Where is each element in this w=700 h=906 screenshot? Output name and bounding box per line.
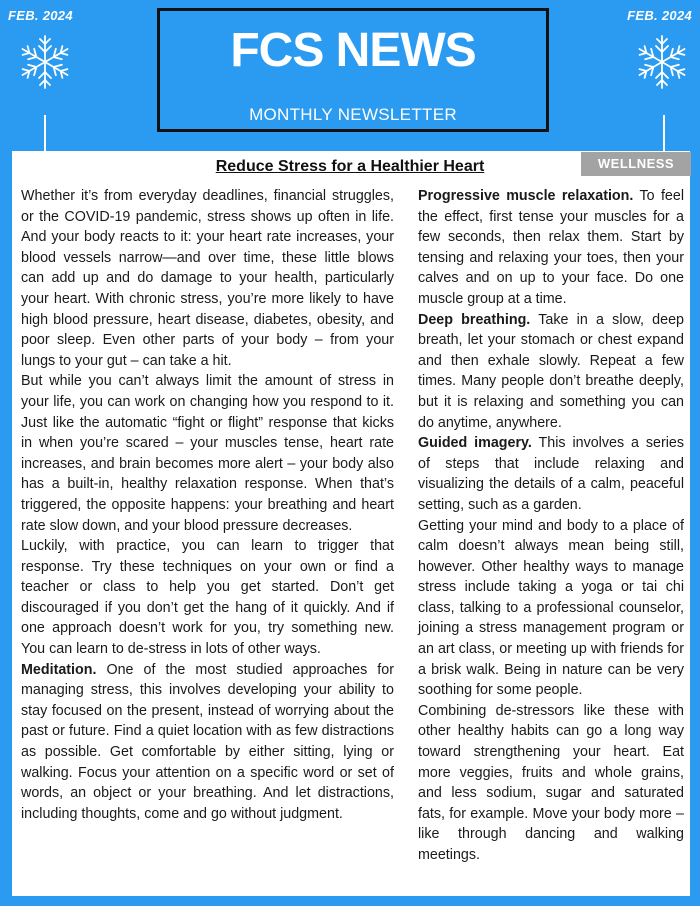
paragraph: Getting your mind and body to a place of calm doesn’t always mean being still, however. Other healthy ways to manage stress include taking a yoga or tai chi class, talking to a professional counselor, joining a stress management program or an art class, or meeting up with friends for a brisk walk. Being in nature can be very soothing for some people. xyxy=(418,517,684,699)
ornament-string xyxy=(44,115,46,153)
masthead xyxy=(157,8,549,132)
technique-text: To feel the effect, first tense your muscles for a few seconds, then relax them. Start by tensing and relaxing your toes, then your calves and on up to your face. Do one muscle group at a time. xyxy=(418,188,684,307)
technique-text: One of the most studied approaches for managing stress, this involves developing your ability to stay focused on the present, instead of worrying about the past or future. Find a quiet location with as few distractions as possible. Get comfortable by either sitting, lying or walking. Focus your attention on a specific word or set of words, an object or your breathing. And let distractions, including thoughts, come and go without judgment. xyxy=(21,661,394,822)
newsletter-title: FCS NEWS xyxy=(230,24,476,77)
snowflake-icon xyxy=(15,32,75,92)
paragraph: But while you can’t always limit the amount of stress in your life, you can work on changing how you respond to it. Just like the automatic “fight or flight” response that kicks in when you’re scared – your muscles tense, heart rate increases, and brain becomes more alert – your body also has a built-in, healthy relaxation response. When that’s triggered, the opposite happens: your breathing and heart rate slow down, and your blood pressure decreases. xyxy=(21,373,394,534)
ornament-string xyxy=(663,115,665,153)
paragraph-pmr xyxy=(418,186,684,310)
paragraph-breathing xyxy=(418,310,684,434)
paragraph: Combining de-stressors like these with other healthy habits can go a long way toward strengthening your heart. Eat more veggies, fruits and whole grains, and less sodium, sugar and saturated fats, for example. Move your body more – like through dancing and walking meetings. xyxy=(418,702,684,863)
section-tag: WELLNESS xyxy=(581,152,691,176)
issue-date-left: FEB. 2024 xyxy=(8,8,73,23)
issue-date-right: FEB. 2024 xyxy=(627,8,692,23)
technique-label: Progressive muscle relaxation. xyxy=(418,188,634,204)
snowflake-icon xyxy=(632,32,692,92)
article-column-right xyxy=(418,186,684,866)
technique-label: Meditation. xyxy=(21,661,97,678)
technique-text: This involves a series of steps that include relaxing and visualizing the details of a calm, peaceful setting, such as a garden. xyxy=(418,435,684,513)
article-column-left xyxy=(21,186,394,824)
technique-text: Take in a slow, deep breath, let your stomach or chest expand and then exhale slowly. Repeat a few times. Many people don’t breathe deeply, but it is relaxing and something you can do anytime, anywhere. xyxy=(418,311,684,431)
paragraph-meditation xyxy=(21,660,394,825)
article-headline: Reduce Stress for a Healthier Heart xyxy=(215,158,485,175)
paragraph: Luckily, with practice, you can learn to trigger that response. Try these techniques on your own or find a teacher or class to help you get started. Don’t get discouraged if you don’t get the hang of it quickly. And if one approach doesn’t work for you, try something new. You can learn to de-stress in lots of other ways. xyxy=(21,538,394,658)
newsletter-subtitle: MONTHLY NEWSLETTER xyxy=(249,105,457,124)
paragraph-imagery xyxy=(418,433,684,515)
technique-label: Deep breathing. xyxy=(418,311,531,328)
technique-label: Guided imagery. xyxy=(418,435,532,452)
paragraph: Whether it’s from everyday deadlines, financial struggles, or the COVID-19 pandemic, stress shows up often in life. And your body reacts to it: your heart rate increases, your blood vessels narrow—and over time, these little blows can add up and do damage to your health, particularly your heart. With chronic stress, you’re more likely to have high blood pressure, heart disease, diabetes, obesity, and poor sleep. Even other parts of your body – from your lungs to your gut – can take a hit. xyxy=(21,188,394,369)
